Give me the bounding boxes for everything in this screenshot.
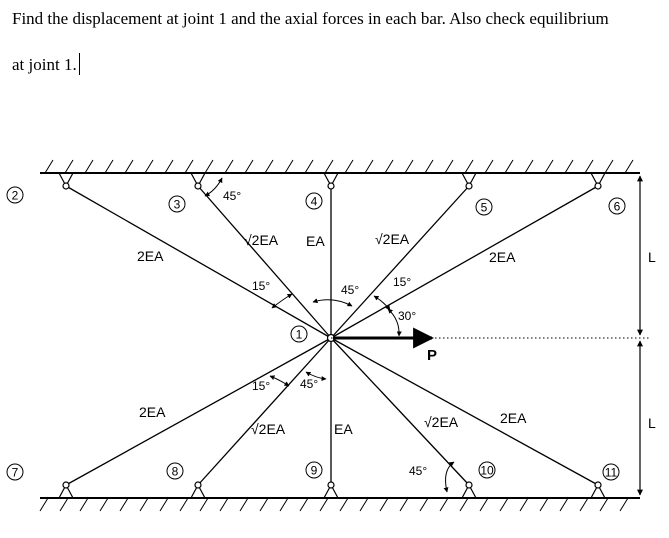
problem-line-2-text: at joint 1. xyxy=(12,55,77,74)
angle-upper-45: 45° xyxy=(341,283,360,297)
node-10: 10 xyxy=(480,463,494,478)
node-11: 11 xyxy=(604,465,618,480)
bar-label-9: EA xyxy=(334,421,353,437)
bar-7 xyxy=(66,338,331,485)
angle-30: 30° xyxy=(398,309,417,323)
bar-labels xyxy=(137,231,527,437)
bar-label-3: √2EA xyxy=(244,232,279,248)
bar-label-11: 2EA xyxy=(500,410,527,426)
angle-top-45: 45° xyxy=(223,189,242,203)
dim-label-bottom: L xyxy=(648,415,656,431)
node-5: 5 xyxy=(480,200,488,215)
bar-label-10: √2EA xyxy=(424,414,459,430)
node-2: 2 xyxy=(11,188,19,203)
bar-label-4: EA xyxy=(306,233,325,249)
angle-upper-15-left: 15° xyxy=(252,279,271,293)
angle-bottom-45: 45° xyxy=(409,464,428,478)
node-4: 4 xyxy=(310,194,318,209)
dim-label-top: L xyxy=(648,249,656,265)
bottom-support xyxy=(40,498,640,511)
problem-line-1: Find the displacement at joint 1 and the axial forces in each bar. Also check equilibrium xyxy=(12,9,609,28)
bar-label-8: √2EA xyxy=(251,421,286,437)
bar-label-7: 2EA xyxy=(139,404,166,420)
bottom-pin-supports xyxy=(59,482,605,498)
node-7: 7 xyxy=(11,465,19,480)
node-8: 8 xyxy=(171,464,179,479)
top-support xyxy=(40,160,640,173)
angle-lower-15: 15° xyxy=(252,379,271,393)
bar-10 xyxy=(331,338,469,485)
angle-lower-45: 45° xyxy=(300,377,319,391)
bar-2 xyxy=(66,186,331,338)
angle-upper-15-right: 15° xyxy=(393,275,412,289)
node-9: 9 xyxy=(310,463,318,478)
bar-11 xyxy=(331,338,598,485)
bar-label-2: 2EA xyxy=(137,248,164,264)
node-6: 6 xyxy=(613,199,621,214)
node-1: 1 xyxy=(295,327,303,342)
load-label: P xyxy=(427,347,438,364)
bar-label-6: 2EA xyxy=(489,249,516,265)
bar-label-5: √2EA xyxy=(375,231,410,247)
node-3: 3 xyxy=(173,197,181,212)
node-circles xyxy=(7,187,625,480)
top-pin-supports xyxy=(59,173,605,189)
bar-6 xyxy=(331,186,598,338)
